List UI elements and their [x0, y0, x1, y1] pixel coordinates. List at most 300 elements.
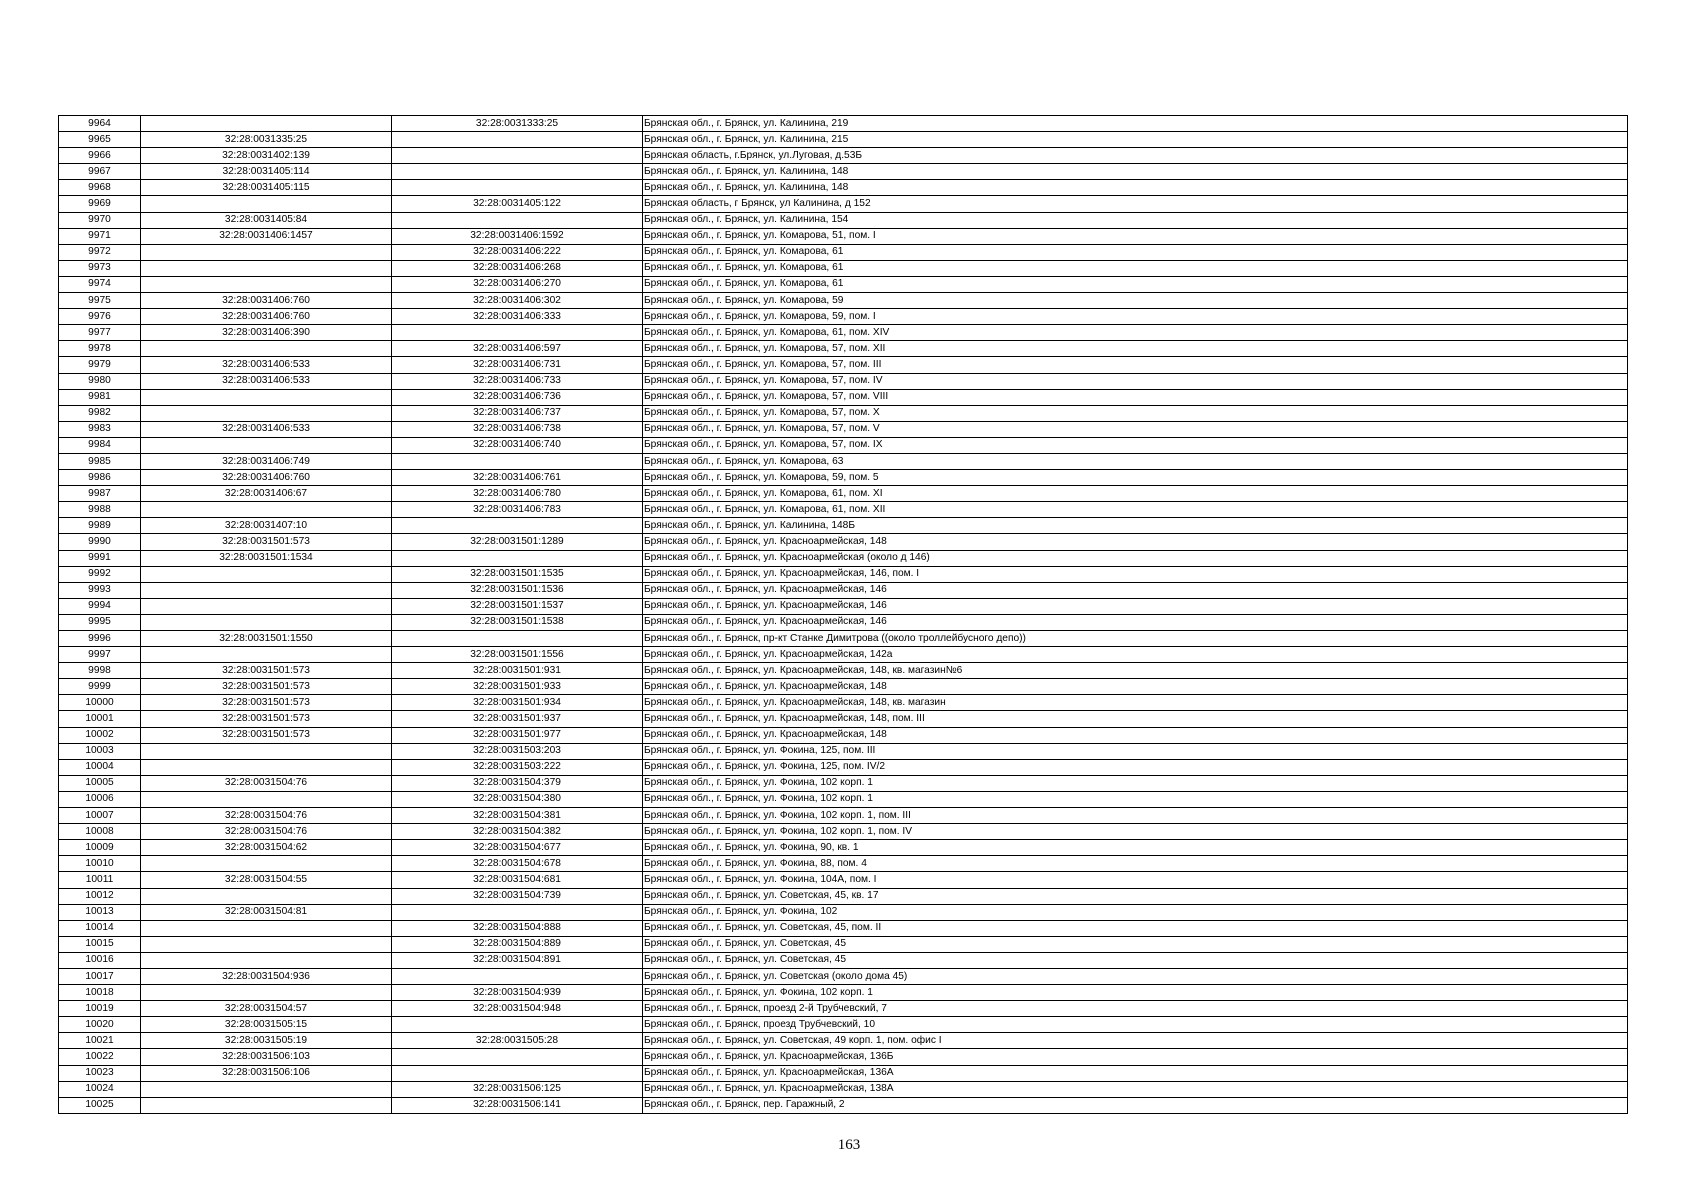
object-cadastral-number-cell: [392, 180, 643, 196]
table-row: [59, 357, 1628, 373]
row-number-cell: 9974: [59, 276, 141, 292]
table-row: [59, 679, 1628, 695]
object-cadastral-number-cell: [392, 1049, 643, 1065]
parcel-cadastral-number-cell: [141, 647, 392, 663]
address-cell: Брянская обл., г. Брянск, пер. Гаражный, 2: [643, 1097, 1628, 1113]
address-cell: Брянская обл., г. Брянск, ул. Калинина, 148: [643, 180, 1628, 196]
address-cell: Брянская обл., г. Брянск, ул. Красноармейская, 148: [643, 534, 1628, 550]
address-cell: Брянская обл., г. Брянск, ул. Красноармейская, 146: [643, 582, 1628, 598]
object-cadastral-number-cell: 32:28:0031504:379: [392, 775, 643, 791]
row-number-cell: 10007: [59, 808, 141, 824]
table-row: [59, 904, 1628, 920]
address-cell: Брянская обл., г. Брянск, ул. Красноармейская, 136А: [643, 1065, 1628, 1081]
table-row: [59, 389, 1628, 405]
parcel-cadastral-number-cell: 32:28:0031501:573: [141, 663, 392, 679]
object-cadastral-number-cell: 32:28:0031406:597: [392, 341, 643, 357]
row-number-cell: 9972: [59, 244, 141, 260]
row-number-cell: 9987: [59, 486, 141, 502]
table-row: [59, 808, 1628, 824]
address-cell: Брянская обл., г. Брянск, ул. Советская, 45, кв. 17: [643, 888, 1628, 904]
table-row: [59, 775, 1628, 791]
row-number-cell: 10016: [59, 952, 141, 968]
row-number-cell: 10011: [59, 872, 141, 888]
address-cell: Брянская обл., г. Брянск, ул. Фокина, 102 корп. 1, пом. IV: [643, 824, 1628, 840]
cadastral-table: [58, 115, 1628, 1114]
object-cadastral-number-cell: 32:28:0031406:738: [392, 421, 643, 437]
object-cadastral-number-cell: 32:28:0031503:222: [392, 759, 643, 775]
table-row: [59, 325, 1628, 341]
table-row: [59, 405, 1628, 421]
table-row: [59, 952, 1628, 968]
table-row: [59, 1001, 1628, 1017]
row-number-cell: 10003: [59, 743, 141, 759]
address-cell: Брянская обл., г. Брянск, ул. Фокина, 102 корп. 1: [643, 791, 1628, 807]
parcel-cadastral-number-cell: 32:28:0031501:1534: [141, 550, 392, 566]
parcel-cadastral-number-cell: 32:28:0031406:67: [141, 486, 392, 502]
parcel-cadastral-number-cell: 32:28:0031335:25: [141, 132, 392, 148]
table-row: [59, 341, 1628, 357]
row-number-cell: 10010: [59, 856, 141, 872]
table-row: [59, 824, 1628, 840]
row-number-cell: 9996: [59, 631, 141, 647]
row-number-cell: 10013: [59, 904, 141, 920]
table-row: [59, 872, 1628, 888]
row-number-cell: 9986: [59, 470, 141, 486]
parcel-cadastral-number-cell: 32:28:0031406:533: [141, 421, 392, 437]
table-row: [59, 582, 1628, 598]
address-cell: Брянская обл., г. Брянск, проезд Трубчевский, 10: [643, 1017, 1628, 1033]
object-cadastral-number-cell: 32:28:0031504:677: [392, 840, 643, 856]
object-cadastral-number-cell: 32:28:0031406:733: [392, 373, 643, 389]
address-cell: Брянская обл., г. Брянск, ул. Фокина, 102 корп. 1, пом. III: [643, 808, 1628, 824]
address-cell: Брянская обл., г. Брянск, ул. Красноармейская, 148, кв. магазин№6: [643, 663, 1628, 679]
row-number-cell: 10004: [59, 759, 141, 775]
object-cadastral-number-cell: 32:28:0031504:889: [392, 936, 643, 952]
object-cadastral-number-cell: 32:28:0031503:203: [392, 743, 643, 759]
object-cadastral-number-cell: [392, 518, 643, 534]
parcel-cadastral-number-cell: [141, 196, 392, 212]
address-cell: Брянская обл., г. Брянск, ул. Фокина, 125, пом. IV/2: [643, 759, 1628, 775]
object-cadastral-number-cell: [392, 904, 643, 920]
table-row: [59, 985, 1628, 1001]
parcel-cadastral-number-cell: [141, 1097, 392, 1113]
table-row: [59, 453, 1628, 469]
object-cadastral-number-cell: 32:28:0031504:939: [392, 985, 643, 1001]
table-row: [59, 840, 1628, 856]
table-row: [59, 293, 1628, 309]
object-cadastral-number-cell: 32:28:0031406:736: [392, 389, 643, 405]
object-cadastral-number-cell: 32:28:0031406:780: [392, 486, 643, 502]
row-number-cell: 10001: [59, 711, 141, 727]
address-cell: Брянская обл., г. Брянск, ул. Комарова, 61, пом. XIV: [643, 325, 1628, 341]
address-cell: Брянская обл., г. Брянск, ул. Фокина, 88, пом. 4: [643, 856, 1628, 872]
object-cadastral-number-cell: 32:28:0031504:382: [392, 824, 643, 840]
address-cell: Брянская обл., г. Брянск, ул. Комарова, 63: [643, 453, 1628, 469]
row-number-cell: 9992: [59, 566, 141, 582]
parcel-cadastral-number-cell: 32:28:0031501:1550: [141, 631, 392, 647]
address-cell: Брянская обл., г. Брянск, ул. Красноармейская, 146: [643, 614, 1628, 630]
parcel-cadastral-number-cell: 32:28:0031504:81: [141, 904, 392, 920]
address-cell: Брянская обл., г. Брянск, ул. Калинина, 219: [643, 116, 1628, 132]
address-cell: Брянская обл., г. Брянск, ул. Красноармейская, 138А: [643, 1081, 1628, 1097]
table-row: [59, 1097, 1628, 1113]
object-cadastral-number-cell: [392, 968, 643, 984]
object-cadastral-number-cell: 32:28:0031501:1556: [392, 647, 643, 663]
object-cadastral-number-cell: 32:28:0031406:270: [392, 276, 643, 292]
table-row: [59, 164, 1628, 180]
table-row: [59, 486, 1628, 502]
address-cell: Брянская обл., г. Брянск, ул. Комарова, 61: [643, 260, 1628, 276]
parcel-cadastral-number-cell: 32:28:0031405:114: [141, 164, 392, 180]
row-number-cell: 10025: [59, 1097, 141, 1113]
row-number-cell: 10002: [59, 727, 141, 743]
parcel-cadastral-number-cell: 32:28:0031504:936: [141, 968, 392, 984]
parcel-cadastral-number-cell: 32:28:0031501:573: [141, 727, 392, 743]
parcel-cadastral-number-cell: [141, 437, 392, 453]
row-number-cell: 9964: [59, 116, 141, 132]
table-row: [59, 711, 1628, 727]
row-number-cell: 9997: [59, 647, 141, 663]
table-row: [59, 743, 1628, 759]
address-cell: Брянская обл., г. Брянск, ул. Красноармейская, 142а: [643, 647, 1628, 663]
table-row: [59, 244, 1628, 260]
parcel-cadastral-number-cell: 32:28:0031402:139: [141, 148, 392, 164]
address-cell: Брянская обл., г. Брянск, ул. Комарова, 57, пом. VIII: [643, 389, 1628, 405]
object-cadastral-number-cell: 32:28:0031501:1535: [392, 566, 643, 582]
object-cadastral-number-cell: 32:28:0031501:977: [392, 727, 643, 743]
row-number-cell: 9967: [59, 164, 141, 180]
address-cell: Брянская обл., г. Брянск, ул. Комарова, 59, пом. 5: [643, 470, 1628, 486]
parcel-cadastral-number-cell: [141, 276, 392, 292]
address-cell: Брянская область, г.Брянск, ул.Луговая, д.53Б: [643, 148, 1628, 164]
object-cadastral-number-cell: 32:28:0031504:381: [392, 808, 643, 824]
row-number-cell: 9970: [59, 212, 141, 228]
object-cadastral-number-cell: 32:28:0031504:891: [392, 952, 643, 968]
table-row: [59, 888, 1628, 904]
row-number-cell: 10005: [59, 775, 141, 791]
address-cell: Брянская обл., г. Брянск, ул. Комарова, 57, пом. V: [643, 421, 1628, 437]
object-cadastral-number-cell: 32:28:0031501:934: [392, 695, 643, 711]
row-number-cell: 9994: [59, 598, 141, 614]
table-row: [59, 920, 1628, 936]
object-cadastral-number-cell: [392, 132, 643, 148]
table-row: [59, 598, 1628, 614]
table-row: [59, 148, 1628, 164]
object-cadastral-number-cell: [392, 1065, 643, 1081]
parcel-cadastral-number-cell: 32:28:0031506:103: [141, 1049, 392, 1065]
row-number-cell: 9966: [59, 148, 141, 164]
parcel-cadastral-number-cell: 32:28:0031505:19: [141, 1033, 392, 1049]
parcel-cadastral-number-cell: 32:28:0031504:55: [141, 872, 392, 888]
table-row: [59, 470, 1628, 486]
table-row: [59, 1017, 1628, 1033]
row-number-cell: 10014: [59, 920, 141, 936]
parcel-cadastral-number-cell: [141, 582, 392, 598]
row-number-cell: 9978: [59, 341, 141, 357]
table-row: [59, 518, 1628, 534]
parcel-cadastral-number-cell: [141, 260, 392, 276]
object-cadastral-number-cell: 32:28:0031406:1592: [392, 228, 643, 244]
address-cell: Брянская обл., г. Брянск, ул. Советская (около дома 45): [643, 968, 1628, 984]
row-number-cell: 10022: [59, 1049, 141, 1065]
parcel-cadastral-number-cell: [141, 341, 392, 357]
object-cadastral-number-cell: [392, 453, 643, 469]
object-cadastral-number-cell: 32:28:0031501:937: [392, 711, 643, 727]
table-row: [59, 1049, 1628, 1065]
address-cell: Брянская обл., г. Брянск, ул. Фокина, 104А, пом. I: [643, 872, 1628, 888]
address-cell: Брянская обл., г. Брянск, ул. Комарова, 59: [643, 293, 1628, 309]
row-number-cell: 9993: [59, 582, 141, 598]
row-number-cell: 9965: [59, 132, 141, 148]
parcel-cadastral-number-cell: [141, 936, 392, 952]
table-body: [59, 116, 1628, 1114]
parcel-cadastral-number-cell: 32:28:0031407:10: [141, 518, 392, 534]
row-number-cell: 9983: [59, 421, 141, 437]
address-cell: Брянская обл., г. Брянск, ул. Красноармейская, 148, кв. магазин: [643, 695, 1628, 711]
row-number-cell: 10006: [59, 791, 141, 807]
table-row: [59, 663, 1628, 679]
parcel-cadastral-number-cell: 32:28:0031406:533: [141, 357, 392, 373]
object-cadastral-number-cell: 32:28:0031406:302: [392, 293, 643, 309]
object-cadastral-number-cell: 32:28:0031406:268: [392, 260, 643, 276]
table-row: [59, 228, 1628, 244]
table-row: [59, 373, 1628, 389]
address-cell: Брянская обл., г. Брянск, ул. Красноармейская, 148: [643, 727, 1628, 743]
address-cell: Брянская обл., г. Брянск, ул. Калинина, 154: [643, 212, 1628, 228]
row-number-cell: 9982: [59, 405, 141, 421]
address-cell: Брянская обл., г. Брянск, ул. Фокина, 102 корп. 1: [643, 985, 1628, 1001]
object-cadastral-number-cell: 32:28:0031504:681: [392, 872, 643, 888]
table-row: [59, 212, 1628, 228]
address-cell: Брянская обл., г. Брянск, ул. Советская, 45, пом. II: [643, 920, 1628, 936]
parcel-cadastral-number-cell: 32:28:0031504:57: [141, 1001, 392, 1017]
row-number-cell: 9971: [59, 228, 141, 244]
parcel-cadastral-number-cell: 32:28:0031504:76: [141, 775, 392, 791]
object-cadastral-number-cell: 32:28:0031501:1536: [392, 582, 643, 598]
address-cell: Брянская обл., г. Брянск, ул. Красноармейская, 146: [643, 598, 1628, 614]
table-row: [59, 1033, 1628, 1049]
object-cadastral-number-cell: 32:28:0031333:25: [392, 116, 643, 132]
table-row: [59, 566, 1628, 582]
row-number-cell: 9995: [59, 614, 141, 630]
parcel-cadastral-number-cell: [141, 614, 392, 630]
table-row: [59, 116, 1628, 132]
object-cadastral-number-cell: 32:28:0031406:740: [392, 437, 643, 453]
parcel-cadastral-number-cell: [141, 920, 392, 936]
address-cell: Брянская обл., г. Брянск, ул. Комарова, 61: [643, 276, 1628, 292]
address-cell: Брянская обл., г. Брянск, пр-кт Станке Димитрова ((около троллейбусного депо)): [643, 631, 1628, 647]
row-number-cell: 10018: [59, 985, 141, 1001]
parcel-cadastral-number-cell: [141, 743, 392, 759]
address-cell: Брянская обл., г. Брянск, ул. Фокина, 90, кв. 1: [643, 840, 1628, 856]
parcel-cadastral-number-cell: 32:28:0031406:760: [141, 309, 392, 325]
parcel-cadastral-number-cell: [141, 598, 392, 614]
address-cell: Брянская обл., г. Брянск, ул. Советская, 45: [643, 952, 1628, 968]
row-number-cell: 10021: [59, 1033, 141, 1049]
table-row: [59, 759, 1628, 775]
address-cell: Брянская обл., г. Брянск, ул. Комарова, 59, пом. I: [643, 309, 1628, 325]
parcel-cadastral-number-cell: 32:28:0031506:106: [141, 1065, 392, 1081]
address-cell: Брянская обл., г. Брянск, ул. Фокина, 102 корп. 1: [643, 775, 1628, 791]
address-cell: Брянская обл., г. Брянск, ул. Красноармейская, 146, пом. I: [643, 566, 1628, 582]
row-number-cell: 10008: [59, 824, 141, 840]
object-cadastral-number-cell: 32:28:0031501:1289: [392, 534, 643, 550]
table-row: [59, 1065, 1628, 1081]
row-number-cell: 9976: [59, 309, 141, 325]
parcel-cadastral-number-cell: 32:28:0031406:760: [141, 293, 392, 309]
object-cadastral-number-cell: [392, 148, 643, 164]
row-number-cell: 9977: [59, 325, 141, 341]
address-cell: Брянская обл., г. Брянск, проезд 2-й Трубчевский, 7: [643, 1001, 1628, 1017]
address-cell: Брянская обл., г. Брянск, ул. Красноармейская, 148, пом. III: [643, 711, 1628, 727]
row-number-cell: 9989: [59, 518, 141, 534]
table-row: [59, 968, 1628, 984]
row-number-cell: 9973: [59, 260, 141, 276]
address-cell: Брянская обл., г. Брянск, ул. Комарова, 51, пом. I: [643, 228, 1628, 244]
parcel-cadastral-number-cell: 32:28:0031504:62: [141, 840, 392, 856]
parcel-cadastral-number-cell: 32:28:0031504:76: [141, 824, 392, 840]
parcel-cadastral-number-cell: 32:28:0031501:573: [141, 679, 392, 695]
table-row: [59, 1081, 1628, 1097]
parcel-cadastral-number-cell: [141, 244, 392, 260]
parcel-cadastral-number-cell: 32:28:0031501:573: [141, 534, 392, 550]
parcel-cadastral-number-cell: 32:28:0031406:749: [141, 453, 392, 469]
row-number-cell: 10012: [59, 888, 141, 904]
object-cadastral-number-cell: 32:28:0031405:122: [392, 196, 643, 212]
row-number-cell: 9988: [59, 502, 141, 518]
address-cell: Брянская обл., г. Брянск, ул. Фокина, 102: [643, 904, 1628, 920]
object-cadastral-number-cell: [392, 631, 643, 647]
parcel-cadastral-number-cell: 32:28:0031505:15: [141, 1017, 392, 1033]
row-number-cell: 9985: [59, 453, 141, 469]
row-number-cell: 10017: [59, 968, 141, 984]
row-number-cell: 9990: [59, 534, 141, 550]
row-number-cell: 9998: [59, 663, 141, 679]
table-row: [59, 309, 1628, 325]
row-number-cell: 10019: [59, 1001, 141, 1017]
row-number-cell: 10009: [59, 840, 141, 856]
address-cell: Брянская обл., г. Брянск, ул. Комарова, 57, пом. X: [643, 405, 1628, 421]
parcel-cadastral-number-cell: 32:28:0031406:760: [141, 470, 392, 486]
row-number-cell: 10024: [59, 1081, 141, 1097]
table-row: [59, 647, 1628, 663]
parcel-cadastral-number-cell: [141, 759, 392, 775]
parcel-cadastral-number-cell: [141, 566, 392, 582]
object-cadastral-number-cell: [392, 164, 643, 180]
row-number-cell: 9984: [59, 437, 141, 453]
address-cell: Брянская область, г Брянск, ул Калинина, д 152: [643, 196, 1628, 212]
address-cell: Брянская обл., г. Брянск, ул. Комарова, 57, пом. III: [643, 357, 1628, 373]
address-cell: Брянская обл., г. Брянск, ул. Советская, 49 корп. 1, пом. офис I: [643, 1033, 1628, 1049]
address-cell: Брянская обл., г. Брянск, ул. Комарова, 61, пом. XI: [643, 486, 1628, 502]
address-cell: Брянская обл., г. Брянск, ул. Комарова, 57, пом. XII: [643, 341, 1628, 357]
parcel-cadastral-number-cell: [141, 116, 392, 132]
table-row: [59, 856, 1628, 872]
row-number-cell: 9975: [59, 293, 141, 309]
object-cadastral-number-cell: 32:28:0031504:948: [392, 1001, 643, 1017]
parcel-cadastral-number-cell: 32:28:0031501:573: [141, 711, 392, 727]
parcel-cadastral-number-cell: 32:28:0031406:390: [141, 325, 392, 341]
object-cadastral-number-cell: 32:28:0031504:888: [392, 920, 643, 936]
table-row: [59, 421, 1628, 437]
row-number-cell: 9969: [59, 196, 141, 212]
table-row: [59, 695, 1628, 711]
row-number-cell: 9979: [59, 357, 141, 373]
address-cell: Брянская обл., г. Брянск, ул. Комарова, 57, пом. IX: [643, 437, 1628, 453]
address-cell: Брянская обл., г. Брянск, ул. Комарова, 57, пом. IV: [643, 373, 1628, 389]
parcel-cadastral-number-cell: 32:28:0031405:115: [141, 180, 392, 196]
parcel-cadastral-number-cell: 32:28:0031406:533: [141, 373, 392, 389]
object-cadastral-number-cell: [392, 325, 643, 341]
parcel-cadastral-number-cell: [141, 952, 392, 968]
table-row: [59, 437, 1628, 453]
object-cadastral-number-cell: 32:28:0031506:141: [392, 1097, 643, 1113]
table-row: [59, 260, 1628, 276]
object-cadastral-number-cell: 32:28:0031504:678: [392, 856, 643, 872]
object-cadastral-number-cell: 32:28:0031406:222: [392, 244, 643, 260]
address-cell: Брянская обл., г. Брянск, ул. Красноармейская, 148: [643, 679, 1628, 695]
object-cadastral-number-cell: [392, 1017, 643, 1033]
object-cadastral-number-cell: 32:28:0031406:737: [392, 405, 643, 421]
object-cadastral-number-cell: [392, 212, 643, 228]
address-cell: Брянская обл., г. Брянск, ул. Калинина, 148Б: [643, 518, 1628, 534]
object-cadastral-number-cell: 32:28:0031504:380: [392, 791, 643, 807]
address-cell: Брянская обл., г. Брянск, ул. Калинина, 148: [643, 164, 1628, 180]
row-number-cell: 10020: [59, 1017, 141, 1033]
table-row: [59, 534, 1628, 550]
parcel-cadastral-number-cell: [141, 389, 392, 405]
parcel-cadastral-number-cell: 32:28:0031406:1457: [141, 228, 392, 244]
table-row: [59, 132, 1628, 148]
object-cadastral-number-cell: 32:28:0031406:783: [392, 502, 643, 518]
table-row: [59, 936, 1628, 952]
object-cadastral-number-cell: 32:28:0031506:125: [392, 1081, 643, 1097]
row-number-cell: 10023: [59, 1065, 141, 1081]
object-cadastral-number-cell: 32:28:0031504:739: [392, 888, 643, 904]
table-row: [59, 727, 1628, 743]
row-number-cell: 9980: [59, 373, 141, 389]
table-row: [59, 180, 1628, 196]
object-cadastral-number-cell: 32:28:0031505:28: [392, 1033, 643, 1049]
address-cell: Брянская обл., г. Брянск, ул. Комарова, 61: [643, 244, 1628, 260]
object-cadastral-number-cell: 32:28:0031406:731: [392, 357, 643, 373]
parcel-cadastral-number-cell: [141, 856, 392, 872]
parcel-cadastral-number-cell: [141, 888, 392, 904]
address-cell: Брянская обл., г. Брянск, ул. Комарова, 61, пом. XII: [643, 502, 1628, 518]
object-cadastral-number-cell: 32:28:0031501:1538: [392, 614, 643, 630]
address-cell: Брянская обл., г. Брянск, ул. Красноармейская, 136Б: [643, 1049, 1628, 1065]
object-cadastral-number-cell: 32:28:0031501:1537: [392, 598, 643, 614]
parcel-cadastral-number-cell: [141, 405, 392, 421]
parcel-cadastral-number-cell: 32:28:0031504:76: [141, 808, 392, 824]
object-cadastral-number-cell: 32:28:0031406:761: [392, 470, 643, 486]
parcel-cadastral-number-cell: [141, 1081, 392, 1097]
parcel-cadastral-number-cell: 32:28:0031405:84: [141, 212, 392, 228]
page-number: 163: [837, 1137, 861, 1153]
parcel-cadastral-number-cell: [141, 985, 392, 1001]
table-row: [59, 550, 1628, 566]
address-cell: Брянская обл., г. Брянск, ул. Фокина, 125, пом. III: [643, 743, 1628, 759]
parcel-cadastral-number-cell: [141, 791, 392, 807]
address-cell: Брянская обл., г. Брянск, ул. Советская, 45: [643, 936, 1628, 952]
row-number-cell: 9991: [59, 550, 141, 566]
parcel-cadastral-number-cell: [141, 502, 392, 518]
table-row: [59, 791, 1628, 807]
table-row: [59, 631, 1628, 647]
row-number-cell: 9968: [59, 180, 141, 196]
table-row: [59, 276, 1628, 292]
row-number-cell: 10015: [59, 936, 141, 952]
